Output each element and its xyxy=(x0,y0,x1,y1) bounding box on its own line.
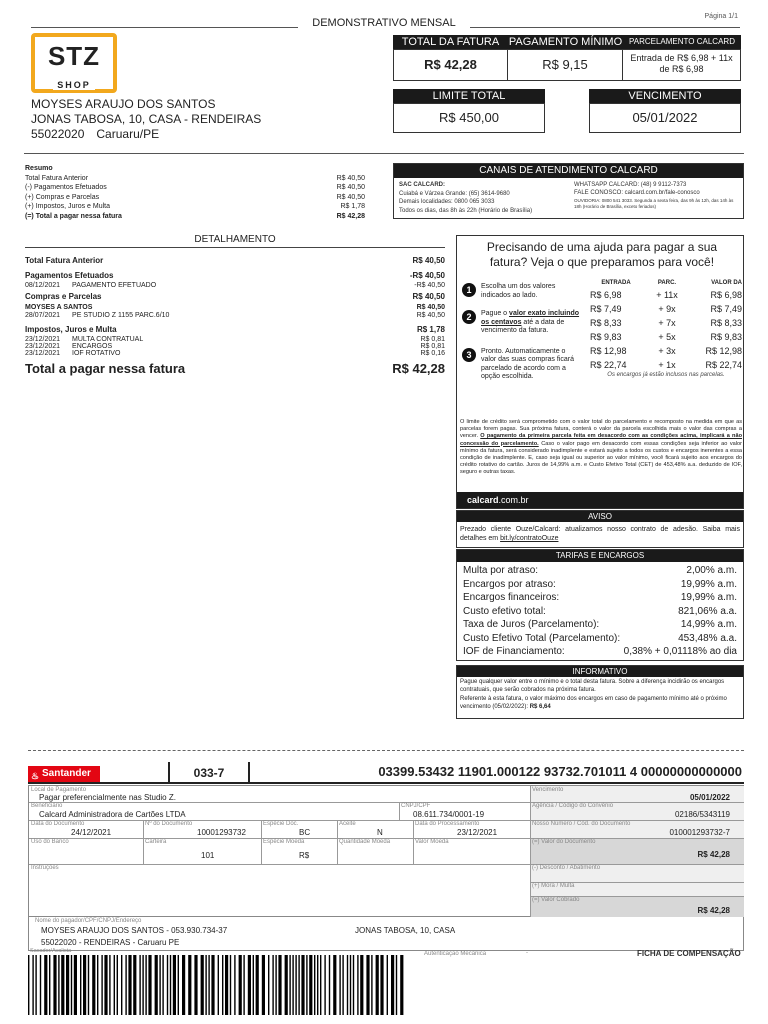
barcode-bar xyxy=(357,955,358,1015)
local-pagamento-cell: Local de Pagamento Pagar preferencialmente nas Studio Z. xyxy=(31,787,176,802)
fale-conosco-line: FALE CONOSCO: calcard.com.br/fale-conosco xyxy=(574,190,700,196)
barcode-bar xyxy=(61,955,64,1015)
barcode-bar xyxy=(256,955,259,1015)
logo-sub: SHOP xyxy=(53,80,95,90)
barcode-bar xyxy=(66,955,69,1015)
barcode-bar xyxy=(114,955,115,1015)
linha-digitavel: 03399.53432 11901.000122 93732.701011 4 00000000000000 xyxy=(378,764,742,779)
especie-moeda-cell: Espécie Moeda R$ xyxy=(263,839,310,860)
tarifa-row: Custo Efetivo Total (Parcelamento): 453,48% a.a. xyxy=(463,632,737,644)
barcode-bar xyxy=(298,955,299,1015)
detalhamento-title: DETALHAMENTO xyxy=(25,234,445,248)
pagador-address: JONAS TABOSA, 10, CASA xyxy=(355,926,456,935)
step-2-icon: 2 xyxy=(462,310,476,324)
promo-row: R$ 6,98 + 11x R$ 6,98 xyxy=(590,290,742,300)
barcode-bar xyxy=(162,955,163,1015)
barcode-bar xyxy=(88,955,89,1015)
promo-steps xyxy=(462,279,592,382)
sac-line: Cuiabá e Várzea Grande: (65) 3614-9680 xyxy=(399,190,510,197)
barcode-bar xyxy=(353,955,354,1015)
det-row: 08/12/2021 PAGAMENTO EFETUADO -R$ 40,50 xyxy=(25,282,445,289)
barcode-bar xyxy=(44,955,47,1015)
barcode-bar xyxy=(159,955,160,1015)
barcode-bar xyxy=(391,955,394,1015)
page-number: Página 1/1 xyxy=(704,13,738,20)
parc-label: PARCELAMENTO CALCARD xyxy=(623,35,741,49)
barcode-bar xyxy=(178,955,179,1015)
det-row: 23/12/2021 ENCARGOS R$ 0,81 xyxy=(25,343,445,350)
tarifas-title: TARIFAS E ENCARGOS xyxy=(457,550,743,562)
barcode-bar xyxy=(121,955,122,1015)
carteira-cell: Carteira 101 xyxy=(145,839,215,860)
tarifas-box xyxy=(456,549,744,661)
canais-box xyxy=(393,163,744,219)
barcode-bar xyxy=(170,955,171,1015)
barcode-bar xyxy=(35,955,36,1015)
resumo-block xyxy=(25,164,365,222)
autenticacao-dash: - xyxy=(526,950,528,956)
barcode-bar xyxy=(148,955,151,1015)
barcode-bar xyxy=(205,955,206,1015)
det-group: Total Fatura Anterior R$ 40,50 xyxy=(25,256,445,265)
barcode-bar xyxy=(201,955,204,1015)
barcode-bar xyxy=(71,955,72,1015)
logo-main: STZ xyxy=(47,41,101,71)
barcode-bar xyxy=(253,955,254,1015)
barcode-bar xyxy=(396,955,397,1015)
barcode-bar xyxy=(295,955,296,1015)
agencia-cell: Agência / Código do Convênio 02186/5343119 xyxy=(532,803,730,819)
barcode-bar xyxy=(211,955,214,1015)
sac-line: Todos os dias, das 8h às 22h (Horário de Brasília) xyxy=(399,207,533,214)
barcode-bar xyxy=(342,955,343,1015)
barcode-bar xyxy=(347,955,348,1015)
barcode-bar xyxy=(128,955,131,1015)
header-rule-left xyxy=(31,27,298,28)
pagador-cell: Nome do pagador/CPF/CNPJ/Endereço MOYSES ARAUJO DOS SANTOS - 053.930.734-37 JONAS TABOSA, 10, CASA 55022020 - RENDEIRAS - Caruaru PE xyxy=(28,917,744,951)
barcode-bar xyxy=(234,955,235,1015)
step-1-icon: 1 xyxy=(462,283,476,297)
barcode-bar xyxy=(188,955,191,1015)
barcode-bar xyxy=(133,955,136,1015)
informativo-title: INFORMATIVO xyxy=(457,666,743,677)
due-value: 05/01/2022 xyxy=(589,103,741,133)
barcode-bar xyxy=(339,955,340,1015)
det-group: Compras e Parcelas R$ 40,50 xyxy=(25,292,445,301)
promo-title: Precisando de uma ajuda para pagar a sua fatura? Veja o que preparamos para você! xyxy=(486,240,718,269)
due-label: VENCIMENTO xyxy=(589,89,741,103)
min-label: PAGAMENTO MÍNIMO xyxy=(508,36,623,48)
barcode-bar xyxy=(142,955,143,1015)
customer-block xyxy=(31,97,261,142)
barcode-bar xyxy=(83,955,86,1015)
barcode-bar xyxy=(32,955,33,1015)
barcode-bar xyxy=(92,955,95,1015)
barcode xyxy=(28,955,408,1015)
barcode-bar xyxy=(239,955,242,1015)
valor-documento: (=) Valor do Documento R$ 42,28 xyxy=(532,839,730,859)
tarifa-row: IOF de Financiamento: 0,38% + 0,01118% ao dia xyxy=(463,646,737,657)
total-value: R$ 42,28 xyxy=(393,49,508,81)
valor-moeda-cell: Valor Moeda xyxy=(415,839,449,845)
barcode-bar xyxy=(97,955,98,1015)
barcode-bar xyxy=(275,955,276,1015)
resumo-row: (+) Impostos, Juros e Multa R$ 1,78 xyxy=(25,203,365,211)
barcode-bar xyxy=(74,955,77,1015)
sacador-label: Sacador/Avalista xyxy=(30,948,72,954)
parcelamento-promo-box xyxy=(456,235,744,509)
barcode-bar xyxy=(167,955,168,1015)
vencimento-box xyxy=(589,89,741,133)
desconto-cell: (-) Desconto / Abatimento xyxy=(532,865,601,871)
cnpj-cell: CNPJ/CPF 08.611.734/0001-19 xyxy=(401,803,485,819)
barcode-bar xyxy=(289,955,290,1015)
resumo-row: (-) Pagamentos Efetuados R$ 40,50 xyxy=(25,184,365,192)
barcode-bar xyxy=(194,955,197,1015)
calcard-brand: calcard.com.br xyxy=(457,492,743,508)
barcode-bar xyxy=(371,955,372,1015)
barcode-bar xyxy=(309,955,312,1015)
resumo-row: (+) Compras e Parcelas R$ 40,50 xyxy=(25,193,365,201)
det-row: 28/07/2021 PE STUDIO Z 1155 PARC.6/10 R$ 40,50 xyxy=(25,312,445,319)
barcode-bar xyxy=(182,955,185,1015)
barcode-bar xyxy=(40,955,41,1015)
barcode-bar xyxy=(272,955,273,1015)
barcode-bar xyxy=(125,955,126,1015)
barcode-bar xyxy=(268,955,269,1015)
informativo-p2: Referente à esta fatura, o valor máximo dos encargos em caso de pagamento mínimo até o próximo vencimento (05/02/2022): R$ 6,64 xyxy=(460,696,727,710)
det-group: Pagamentos Efetuados -R$ 40,50 xyxy=(25,271,445,280)
especie-doc-cell: Espécie Doc. BC xyxy=(263,821,311,837)
barcode-bar xyxy=(109,955,110,1015)
customer-cep: 55022020 xyxy=(31,127,85,141)
promo-row: R$ 7,49 + 9x R$ 7,49 xyxy=(590,304,742,314)
barcode-bar xyxy=(301,955,304,1015)
data-processamento-cell: Data do Processamento 23/12/2021 xyxy=(415,821,498,837)
customer-name: MOYSES ARAUJO DOS SANTOS xyxy=(31,97,216,111)
parc-value: Entrada de R$ 6,98 + 11x de R$ 6,98 xyxy=(623,49,741,81)
aviso-link[interactable]: bit.ly/contratoOuze xyxy=(500,535,559,542)
det-total-row: Total a pagar nessa fatura R$ 42,28 xyxy=(25,361,445,376)
cut-line xyxy=(28,750,744,751)
barcode-bar xyxy=(104,955,107,1015)
bank-code: 033-7 xyxy=(168,762,250,784)
barcode-bar xyxy=(376,955,379,1015)
informativo-text xyxy=(457,677,743,713)
barcode-bar xyxy=(329,955,330,1015)
barcode-bar xyxy=(101,955,102,1015)
total-fatura-box xyxy=(393,35,508,81)
autenticacao-label: Autenticação Mecânica xyxy=(424,951,487,957)
promo-step-2: 2 Pague o valor exato incluindo os centavos até a data de vencimento da fatura. xyxy=(462,310,592,336)
limit-label: LIMITE TOTAL xyxy=(393,89,545,103)
barcode-bar xyxy=(333,955,336,1015)
nosso-numero-cell: Nosso Número / Cód. do Documento 010001293732-7 xyxy=(532,821,730,837)
aviso-box xyxy=(456,510,744,548)
limite-box xyxy=(393,89,545,133)
barcode-bar xyxy=(80,955,81,1015)
promo-row: R$ 22,74 + 1x R$ 22,74 xyxy=(590,360,742,370)
uso-banco-cell: Uso do Banco xyxy=(31,839,69,845)
det-row: 23/12/2021 MULTA CONTRATUAL R$ 0,81 xyxy=(25,336,445,343)
barcode-bar xyxy=(243,955,244,1015)
promo-row: R$ 9,83 + 5x R$ 9,83 xyxy=(590,332,742,342)
barcode-bar xyxy=(320,955,321,1015)
barcode-bar xyxy=(230,955,231,1015)
data-documento-cell: Data do Documento 24/12/2021 xyxy=(31,821,112,837)
flame-icon: ♨ xyxy=(31,771,40,781)
barcode-bar xyxy=(306,955,307,1015)
ouvidoria-line: OUVIDORIA: 0800 541 3033. Segunda a sexta feira, das 9h às 12h, das 14h às 18h (Horário de Brasília, exceto feriados) xyxy=(574,198,734,209)
sac-line: Demais localidades: 0800 065 3033 xyxy=(399,199,495,205)
barcode-bar xyxy=(387,955,388,1015)
promo-table-header: ENTRADA PARC. VALOR DA xyxy=(601,280,742,286)
barcode-bar xyxy=(366,955,369,1015)
barcode-bar xyxy=(324,955,325,1015)
promo-note: Os encargos já estão inclusos nas parcelas. xyxy=(607,372,725,378)
boleto-header xyxy=(28,762,744,784)
barcode-bar xyxy=(53,955,56,1015)
barcode-bar xyxy=(278,955,281,1015)
promo-row: R$ 8,33 + 7x R$ 8,33 xyxy=(590,318,742,328)
barcode-bar xyxy=(49,955,50,1015)
det-subgroup: MOYSES A SANTOS R$ 40,50 xyxy=(25,304,445,311)
barcode-bar xyxy=(208,955,209,1015)
barcode-bar xyxy=(117,955,118,1015)
barcode-bar xyxy=(222,955,223,1015)
barcode-bar xyxy=(350,955,351,1015)
resumo-total-row: (=) Total a pagar nessa fatura R$ 42,28 xyxy=(25,212,365,220)
detalhamento-block xyxy=(25,234,445,376)
pagamento-minimo-box xyxy=(508,35,623,81)
promo-row: R$ 12,98 + 3x R$ 12,98 xyxy=(590,346,742,356)
valor-cobrado: (=) Valor Cobrado R$ 42,28 xyxy=(532,897,730,915)
section-divider xyxy=(24,153,744,154)
quantidade-moeda-cell: Quantidade Moeda xyxy=(339,839,391,845)
promo-step-1: 1 Escolha um dos valores indicados ao lado. xyxy=(462,283,592,300)
barcode-bar xyxy=(292,955,293,1015)
pagador-name: MOYSES ARAUJO DOS SANTOS - 053.930.734-37 xyxy=(41,926,228,935)
min-value: R$ 9,15 xyxy=(508,49,623,81)
barcode-bar xyxy=(400,955,403,1015)
tarifa-row: Encargos financeiros: 19,99% a.m. xyxy=(463,592,737,603)
instrucoes-cell: Instruções xyxy=(31,865,59,871)
resumo-title: Resumo xyxy=(25,165,53,172)
barcode-bar xyxy=(225,955,228,1015)
page-title: DEMONSTRATIVO MENSAL xyxy=(312,17,456,29)
canais-title: CANAIS DE ATENDIMENTO CALCARD xyxy=(394,164,743,178)
barcode-bar xyxy=(139,955,140,1015)
informativo-box xyxy=(456,665,744,719)
barcode-bar xyxy=(314,955,315,1015)
step-3-icon: 3 xyxy=(462,348,476,362)
barcode-bar xyxy=(58,955,59,1015)
customer-address: JONAS TABOSA, 10, CASA - RENDEIRAS xyxy=(31,112,262,126)
limit-value: R$ 450,00 xyxy=(393,103,545,133)
barcode-bar xyxy=(155,955,158,1015)
barcode-bar xyxy=(262,955,265,1015)
mora-cell: (+) Mora / Multa xyxy=(532,883,575,889)
tarifa-row: Taxa de Juros (Parcelamento): 14,99% a.m. xyxy=(463,619,737,630)
barcode-bar xyxy=(317,955,318,1015)
barcode-bar xyxy=(28,955,29,1015)
tarifas-list xyxy=(457,562,743,659)
barcode-bar xyxy=(285,955,288,1015)
barcode-bar xyxy=(380,955,383,1015)
promo-step-3: 3 Pronto. Automaticamente o valor das suas compras ficará parcelado de acordo com a opção escolhida. xyxy=(462,348,592,382)
promo-legal: O limite de crédito será comprometido com o valor total do parcelamento e recomposto na medida em que as parcelas forem pagas. Sua próxima fatura, conterá o valor da parcela escolhida mais o valor das compras a vencer. O pagamento da primeira parcela feita em desacordo com as condições acima, implicará a não concessão do parcelamento. Caso o valor pago em desacordo com essas condições seja inferior ao valor mínimo da fatura, será considerado inadimplente e estará sujeito a todos os custos e encargos inerentes a essa condição de inadimplente. E, caso seja igual ou superior ao valor mínimo, você ficará sujeito aos encargos do crédito rotativo do cartão. Juros de 14,99% a.m. e Custo Efetivo Total (CET) de 453,48% a.a. deduzido de IOF, seguro e outras taxas. xyxy=(460,419,742,476)
total-label: TOTAL DA FATURA xyxy=(393,35,508,49)
customer-city: Caruaru/PE xyxy=(96,127,160,141)
barcode-bar xyxy=(145,955,146,1015)
sac-title: SAC CALCARD: xyxy=(399,182,445,188)
vencimento-cell: Vencimento 05/01/2022 xyxy=(532,787,730,802)
barcode-bar xyxy=(218,955,219,1015)
tarifa-row: Custo efetivo total: 821,06% a.a. xyxy=(463,605,737,617)
promo-table xyxy=(590,280,742,378)
boleto-grid xyxy=(28,785,744,917)
aviso-text: Prezado cliente Ouze/Calcard: atualizamos nosso contrato de adesão. Saiba mais detalhes em bit.ly/contratoOuze xyxy=(460,526,740,542)
num-documento-cell: Nº do Documento 10001293732 xyxy=(145,821,246,837)
aceite-cell: Aceite N xyxy=(339,821,383,837)
tarifa-row: Multa por atraso: 2,00% a.m. xyxy=(463,565,737,576)
det-group: Impostos, Juros e Multa R$ 1,78 xyxy=(25,325,445,334)
parcelamento-box xyxy=(623,35,741,81)
ficha-compensacao: FICHA DE COMPENSAÇÃO xyxy=(637,949,741,958)
barcode-bar xyxy=(360,955,363,1015)
informativo-p1: Pague qualquer valor entre o mínimo e o total desta fatura. Sobre a diferença incidirão os encargos contratuais, que serão cobrados na próxima fatura. xyxy=(460,679,725,693)
barcode-bar xyxy=(173,955,176,1015)
whatsapp-line: WHATSAPP CALCARD: (48) 9 9112-7373 xyxy=(574,182,687,188)
beneficiario-cell: Beneficiário Calcard Administradora de Cartões LTDA xyxy=(31,803,186,819)
stz-logo xyxy=(31,33,117,93)
tarifa-row: Encargos por atraso: 19,99% a.m. xyxy=(463,578,737,590)
santander-logo: ♨ Santander xyxy=(28,766,100,782)
barcode-bar xyxy=(248,955,251,1015)
aviso-title: AVISO xyxy=(457,511,743,522)
resumo-row: Total Fatura Anterior R$ 40,50 xyxy=(25,174,365,182)
pagador-city: 55022020 - RENDEIRAS - Caruaru PE xyxy=(41,938,180,947)
det-row: 23/12/2021 IOF ROTATIVO R$ 0,16 xyxy=(25,350,445,357)
header-rule-right xyxy=(470,27,740,28)
